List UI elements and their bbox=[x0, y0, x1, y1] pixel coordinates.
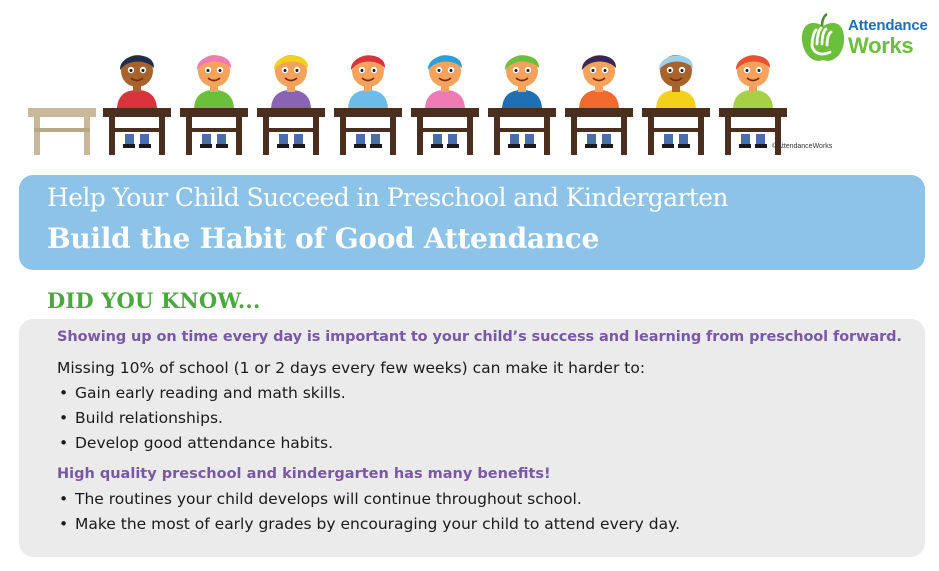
intro-statement: Showing up on time every day is important to your child’s success and learning from preschool forward. bbox=[57, 329, 902, 345]
list-item: • Gain early reading and math skills. bbox=[57, 381, 346, 406]
list-item: • Develop good attendance habits. bbox=[57, 431, 346, 456]
student-4 bbox=[334, 55, 402, 155]
logo-line-works: Works bbox=[848, 33, 914, 58]
student-2 bbox=[180, 55, 248, 155]
student-1 bbox=[103, 55, 171, 155]
info-panel bbox=[19, 319, 925, 557]
logo-line-attendance: Attendance bbox=[848, 17, 928, 34]
bullet-dot: • bbox=[59, 434, 69, 452]
student-8 bbox=[642, 55, 710, 155]
student-5 bbox=[411, 55, 479, 155]
bullet-dot: • bbox=[59, 409, 69, 427]
student-3 bbox=[257, 55, 325, 155]
student-9 bbox=[719, 55, 787, 155]
benefits-statement: High quality preschool and kindergarten has many benefits! bbox=[57, 466, 551, 482]
student-6 bbox=[488, 55, 556, 155]
list-item: • The routines your child develops will continue throughout school. bbox=[57, 487, 680, 512]
list-item: • Build relationships. bbox=[57, 406, 346, 431]
bullet-dot: • bbox=[59, 490, 69, 508]
bullet-dot: • bbox=[59, 515, 69, 533]
bullet-dot: • bbox=[59, 384, 69, 402]
did-you-know-heading: DID YOU KNOW... bbox=[47, 288, 261, 313]
missing-school-list bbox=[57, 381, 346, 456]
empty-desk bbox=[28, 108, 96, 155]
list-item: • Make the most of early grades by encouraging your child to attend every day. bbox=[57, 512, 680, 537]
students-row bbox=[103, 55, 787, 155]
missing-school-statement: Missing 10% of school (1 or 2 days every few weeks) can make it harder to: bbox=[57, 359, 646, 377]
banner-title: Build the Habit of Good Attendance bbox=[47, 222, 600, 255]
classroom-illustration bbox=[20, 8, 800, 163]
attendance-works-logo bbox=[800, 12, 930, 68]
student-7 bbox=[565, 55, 633, 155]
banner-subtitle: Help Your Child Succeed in Preschool and Kindergarten bbox=[47, 183, 728, 212]
benefits-list bbox=[57, 487, 680, 537]
copyright-notice: ©AttendanceWorks bbox=[772, 143, 833, 150]
apple-hand-icon bbox=[800, 12, 846, 66]
title-banner bbox=[19, 175, 925, 270]
